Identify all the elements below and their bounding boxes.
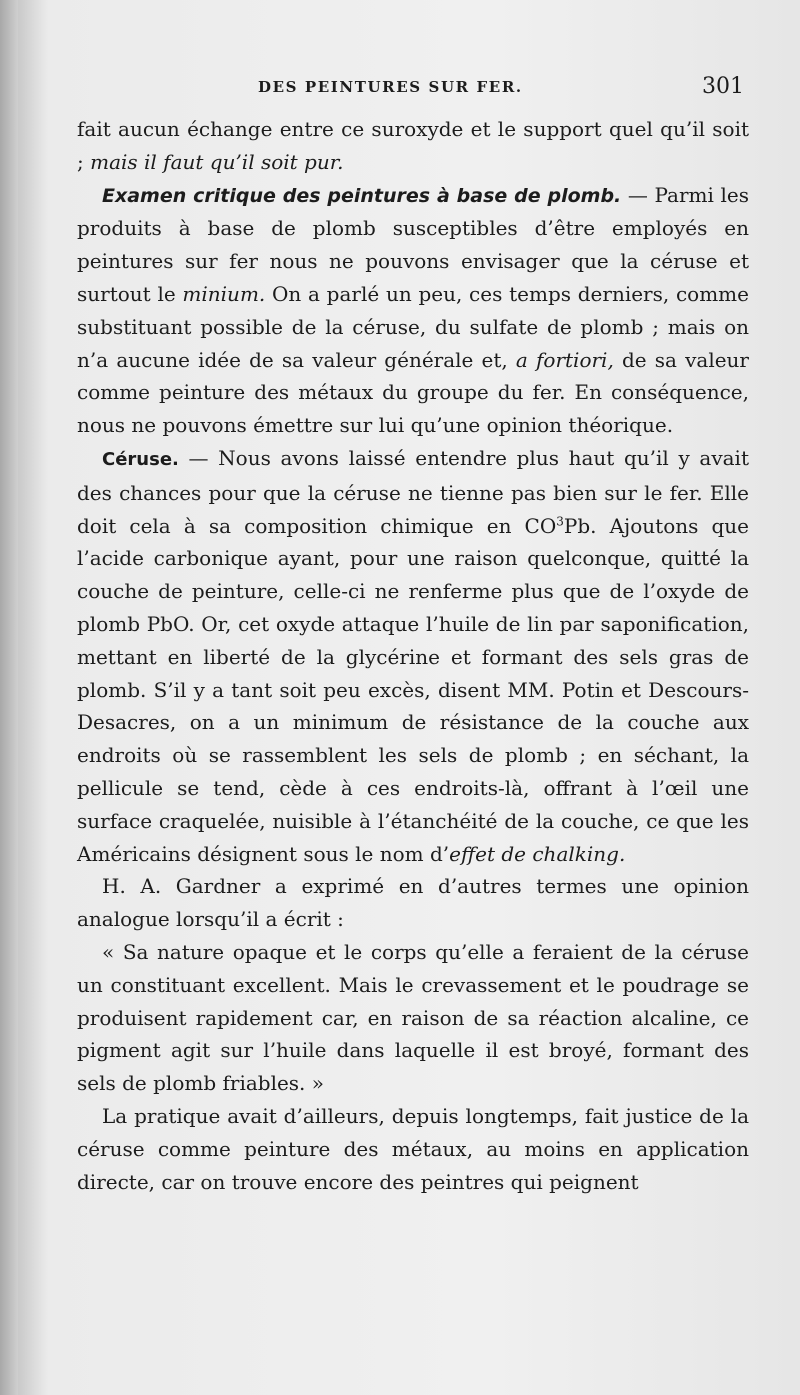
paragraph-6 [77,1100,749,1198]
body-text [77,113,749,1198]
paragraph-5-quote [77,936,749,1100]
paragraph-2-text-a: — Parmi les produits à base de plomb susceptibles d’être employés en peintures sur fer nous ne pouvons envisager que la céruse et surtout le [77,182,749,306]
running-title: DES PEINTURES SUR FER. [258,78,523,96]
paragraph-1 [77,113,749,179]
page-edge-shadow [0,0,18,1395]
paragraph-6-text: La pratique avait d’ailleurs, depuis longtemps, fait justice de la céruse comme peinture des métaux, au moins en application directe, car on trouve encore des peintres qui peignent [77,1103,749,1194]
paragraph-3-text-a: — Nous avons laissé entendre plus haut qu’il y avait des chances pour que la céruse ne tienne pas bien sur le fer. Elle doit cela à sa composition chimique en CO [77,445,749,538]
paragraph-2 [77,179,749,442]
section-heading-ceruse: Céruse. [102,448,179,470]
paragraph-2-italic-b: a fortiori, [515,347,614,372]
paragraph-3-italic: effet de chalking. [449,841,626,866]
paragraph-3-text-b: Pb. Ajoutons que l’acide carbonique ayant, pour une raison quelconque, quitté la couche de peinture, celle-ci ne renferme plus que de l’oxyde de plomb PbO. Or, cet oxyde attaque l’huile de lin par saponification, mettant en liberté de la glycérine et formant des sels gras de plomb. S’il y a tant soit peu excès, disent MM. Potin et Descours-Desacres, on a un minimum de résistance de la couche aux endroits où se rassemblent les sels de plomb ; en séchant, la pellicule se tend, cède à ces endroits-là, offrant à l’œil une surface craquelée, nuisible à l’étanchéité de la couche, ce que les Américains désignent sous le nom d’ [77,513,750,866]
section-heading-examen: Examen critique des peintures à base de plomb. [102,184,622,207]
paragraph-1-text: fait aucun échange entre ce suroxyde et le support quel qu’il soit ; [77,117,749,174]
paragraph-2-italic-a: minium. [182,281,266,306]
paragraph-1-italic: mais il faut qu’il soit pur. [90,149,344,174]
paragraph-3 [77,442,749,870]
paragraph-5-text: « Sa nature opaque et le corps qu’elle a feraient de la céruse un constituant excellent. Mais le crevassement et le poudrage se produisent rapidement car, en raison de sa réaction alcaline, ce pigment agit sur l’huile dans laquelle il est broyé, formant des sels de plomb friables. » [77,939,749,1096]
page-header [0,74,800,104]
page-number: 301 [702,74,744,99]
paragraph-4 [77,870,749,936]
superscript-three: 3 [556,513,564,528]
paragraph-2-text-b: On a parlé un peu, ces temps derniers, comme substituant possible de la céruse, du sulfate de plomb ; mais on n’a aucune idée de sa valeur générale et, [77,281,749,372]
paragraph-2-text-c: de sa valeur comme peinture des métaux du groupe du fer. En conséquence, nous ne pouvons émettre sur lui qu’une opinion théorique. [77,347,749,438]
paragraph-4-text: H. A. Gardner a exprimé en d’autres termes une opinion analogue lorsqu’il a écrit : [77,874,749,932]
